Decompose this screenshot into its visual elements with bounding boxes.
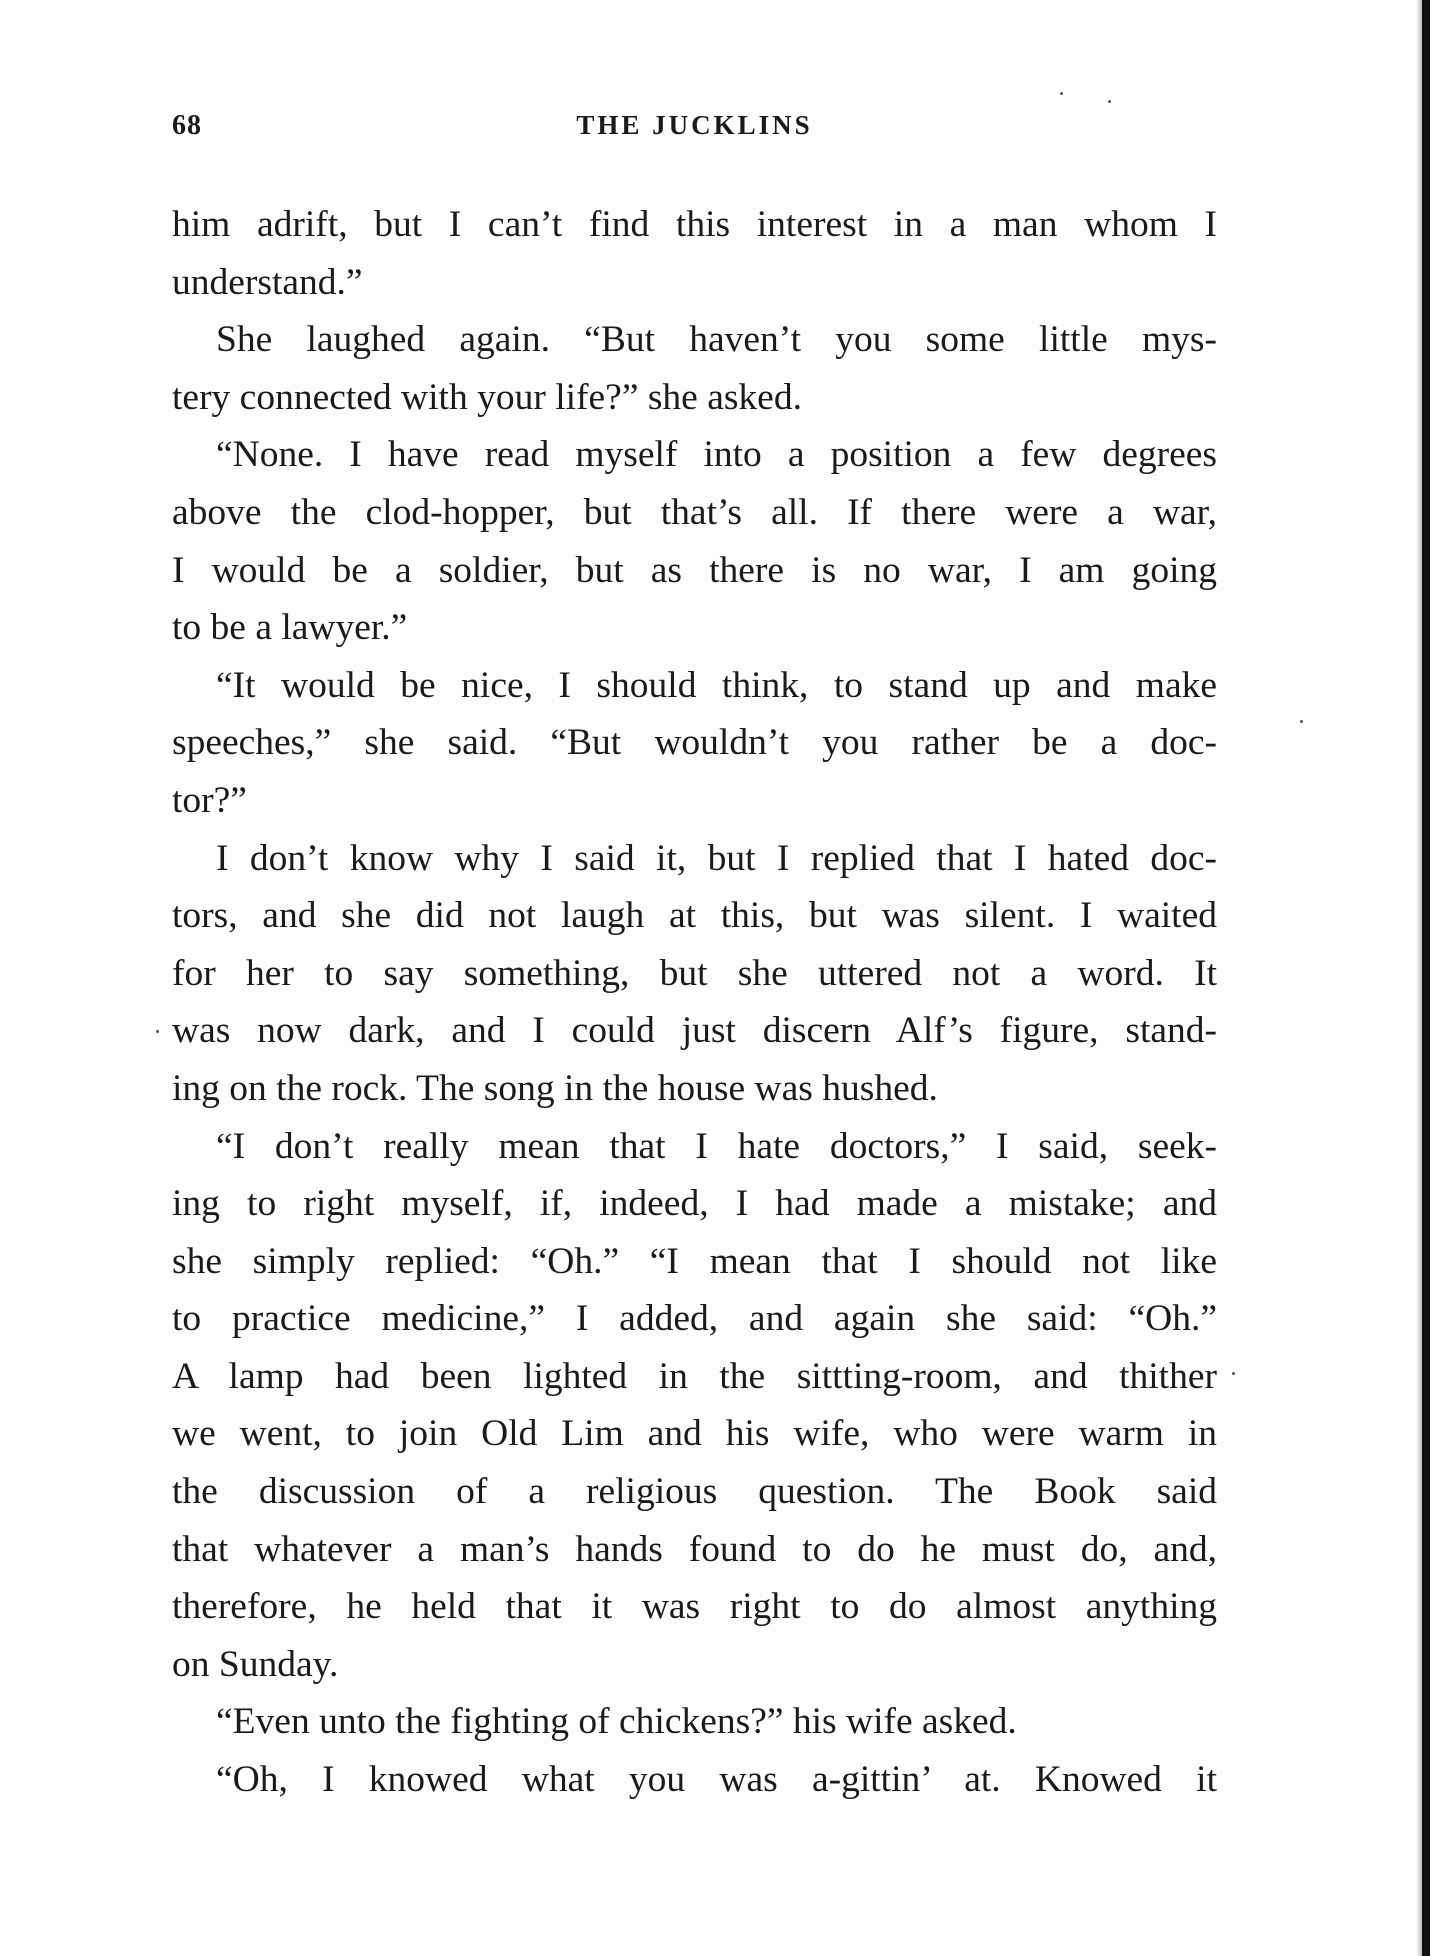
- text-line: that whatever a man’s hands found to do he must do, and,: [172, 1528, 1217, 1570]
- scan-speck: [1060, 92, 1063, 95]
- text-line: speeches,” she said. “But wouldn’t you rather be a doc-: [172, 722, 1217, 764]
- page-number: 68: [172, 110, 202, 141]
- text-line: “I don’t really mean that I hate doctors,” I said, seek-: [216, 1125, 1217, 1167]
- text-line: tor?”: [172, 779, 247, 821]
- text-line: to practice medicine,” I added, and again she said: “Oh.”: [172, 1298, 1217, 1340]
- text-line: on Sunday.: [172, 1643, 339, 1685]
- text-line: I would be a soldier, but as there is no war, I am going: [172, 549, 1217, 591]
- running-title: THE JUCKLINS: [576, 110, 813, 140]
- text-line: tery connected with your life?” she asked.: [172, 376, 802, 418]
- text-line: A lamp had been lighted in the sittting-room, and thither: [172, 1355, 1217, 1397]
- text-line: for her to say something, but she uttered not a word. It: [172, 952, 1217, 994]
- text-line: to be a lawyer.”: [172, 607, 408, 649]
- text-line: above the clod-hopper, but that’s all. If there were a war,: [172, 491, 1217, 533]
- text-line: “Oh, I knowed what you was a-gittin’ at. Knowed it: [216, 1759, 1217, 1801]
- text-line: I don’t know why I said it, but I replied that I hated doc-: [216, 837, 1217, 879]
- scan-speck: [1300, 720, 1303, 723]
- text-line: ing to right myself, if, indeed, I had made a mistake; and: [172, 1183, 1217, 1225]
- text-line: “None. I have read myself into a position a few degrees: [216, 434, 1217, 476]
- text-line: “Even unto the fighting of chickens?” his wife asked.: [216, 1701, 1017, 1743]
- text-line: therefore, he held that it was right to do almost anything: [172, 1586, 1217, 1628]
- text-line: She laughed again. “But haven’t you some little mys-: [216, 319, 1217, 361]
- text-line: tors, and she did not laugh at this, but was silent. I waited: [172, 895, 1217, 937]
- text-line: we went, to join Old Lim and his wife, who were warm in: [172, 1413, 1217, 1455]
- scan-speck: [1108, 100, 1111, 103]
- scan-speck: [156, 1030, 159, 1033]
- text-line: the discussion of a religious question. The Book said: [172, 1471, 1217, 1513]
- body-text: [172, 196, 1217, 1809]
- binding-edge: [1422, 0, 1430, 1956]
- text-line: was now dark, and I could just discern Alf’s figure, stand-: [172, 1010, 1217, 1052]
- text-line: understand.”: [172, 261, 363, 303]
- scan-speck: [1232, 1372, 1235, 1375]
- text-line: she simply replied: “Oh.” “I mean that I should not like: [172, 1240, 1217, 1282]
- text-line: “It would be nice, I should think, to stand up and make: [216, 664, 1217, 706]
- text-line: ing on the rock. The song in the house was hushed.: [172, 1067, 938, 1109]
- text-line: him adrift, but I can’t find this interest in a man whom I: [172, 204, 1217, 245]
- running-head: [172, 110, 1217, 150]
